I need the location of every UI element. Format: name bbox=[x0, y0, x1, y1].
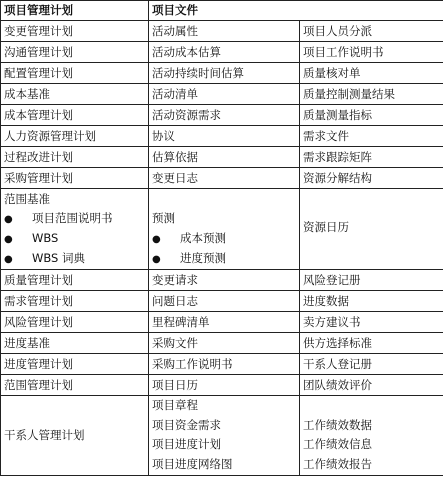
table-cell: 估算依据 bbox=[149, 147, 300, 168]
scope-baseline-title: 范围基准 bbox=[4, 191, 50, 206]
table-cell: 变更管理计划 bbox=[1, 21, 149, 42]
table-row bbox=[1, 42, 443, 63]
table-cell: 质量核对单 bbox=[300, 63, 443, 84]
table-cell: 质量测量指标 bbox=[300, 105, 443, 126]
table-cell: 项目工作说明书 bbox=[300, 42, 443, 63]
table-cell: 项目日历 bbox=[149, 375, 300, 396]
forecast-title: 预测 bbox=[152, 211, 175, 226]
table-cell: 成本基准 bbox=[1, 84, 149, 105]
table-cell: 需求管理计划 bbox=[1, 291, 149, 312]
table-row bbox=[1, 375, 443, 396]
table-cell: 活动清单 bbox=[149, 84, 300, 105]
table-cell: 供方选择标准 bbox=[300, 333, 443, 354]
forecast-cell bbox=[149, 189, 300, 270]
list-item: ● 进度预测 bbox=[152, 249, 296, 269]
table-cell: 采购管理计划 bbox=[1, 168, 149, 189]
header-project-management-plan: 项目管理计划 bbox=[1, 1, 149, 21]
table-cell: 干系人登记册 bbox=[300, 354, 443, 375]
table-cell: 配置管理计划 bbox=[1, 63, 149, 84]
stakeholder-plan-cell: 干系人管理计划 bbox=[1, 396, 149, 476]
table-row bbox=[1, 354, 443, 375]
table-cell: 质量管理计划 bbox=[1, 270, 149, 291]
bullet-icon: ● bbox=[4, 214, 13, 226]
table-row bbox=[1, 63, 443, 84]
table-cell: 进度数据 bbox=[300, 291, 443, 312]
header-project-documents: 项目文件 bbox=[149, 1, 443, 21]
table-cell: 沟通管理计划 bbox=[1, 42, 149, 63]
bullet-icon: ● bbox=[4, 253, 13, 265]
resource-calendar-text: 资源日历 bbox=[303, 220, 349, 234]
table-cell: 项目人员分派 bbox=[300, 21, 443, 42]
bullet-icon: ● bbox=[4, 234, 13, 245]
table-cell: 人力资源管理计划 bbox=[1, 126, 149, 147]
scope-baseline-cell bbox=[1, 189, 149, 270]
table-row bbox=[1, 21, 443, 42]
table-cell: 问题日志 bbox=[149, 291, 300, 312]
list-item: 工作绩效报告 bbox=[303, 457, 372, 472]
table-cell: 范围管理计划 bbox=[1, 375, 149, 396]
list-item: 工作绩效信息 bbox=[303, 437, 372, 452]
table-row bbox=[1, 126, 443, 147]
charter-cell bbox=[149, 396, 300, 476]
list-item: ● 项目范围说明书 bbox=[4, 209, 145, 229]
table-row bbox=[1, 291, 443, 312]
resource-calendar-cell bbox=[300, 189, 443, 270]
work-performance-cell bbox=[300, 396, 443, 476]
table-cell: 变更请求 bbox=[149, 270, 300, 291]
bullet-icon: ● bbox=[152, 253, 161, 265]
table-cell: 团队绩效评价 bbox=[300, 375, 443, 396]
table-row bbox=[1, 333, 443, 354]
table-cell: 协议 bbox=[149, 126, 300, 147]
list-item: 工作绩效数据 bbox=[303, 417, 372, 432]
table-cell: 活动资源需求 bbox=[149, 105, 300, 126]
table-cell: 需求文件 bbox=[300, 126, 443, 147]
table-cell: 采购文件 bbox=[149, 333, 300, 354]
stakeholder-row bbox=[1, 396, 443, 476]
table-cell: 风险登记册 bbox=[300, 270, 443, 291]
table-cell: 风险管理计划 bbox=[1, 312, 149, 333]
list-item: 项目进度计划 bbox=[152, 437, 221, 452]
list-item: 项目资金需求 bbox=[152, 417, 221, 432]
table-row bbox=[1, 105, 443, 126]
table-cell: 活动持续时间估算 bbox=[149, 63, 300, 84]
table-row bbox=[1, 168, 443, 189]
table-cell: 需求跟踪矩阵 bbox=[300, 147, 443, 168]
table-cell: 里程碑清单 bbox=[149, 312, 300, 333]
table-cell: 资源分解结构 bbox=[300, 168, 443, 189]
table-cell: 活动成本估算 bbox=[149, 42, 300, 63]
table-row bbox=[1, 270, 443, 291]
table-cell: 质量控制测量结果 bbox=[300, 84, 443, 105]
list-item: 项目进度网络图 bbox=[152, 457, 233, 472]
table-cell: 变更日志 bbox=[149, 168, 300, 189]
scope-baseline-row bbox=[1, 189, 443, 270]
bullet-icon: ● bbox=[152, 234, 161, 245]
table-cell: 成本管理计划 bbox=[1, 105, 149, 126]
table-cell: 卖方建议书 bbox=[300, 312, 443, 333]
table-row bbox=[1, 84, 443, 105]
table-row bbox=[1, 312, 443, 333]
table-row bbox=[1, 147, 443, 168]
header-row bbox=[1, 1, 443, 21]
list-item: ● 成本预测 bbox=[152, 229, 296, 249]
list-item: 项目章程 bbox=[152, 398, 198, 412]
table-cell: 进度管理计划 bbox=[1, 354, 149, 375]
list-item: ● WBS 词典 bbox=[4, 249, 145, 269]
table-cell: 活动属性 bbox=[149, 21, 300, 42]
table-cell: 过程改进计划 bbox=[1, 147, 149, 168]
table-cell: 采购工作说明书 bbox=[149, 354, 300, 375]
list-item: ● WBS bbox=[4, 229, 145, 249]
table-cell: 进度基准 bbox=[1, 333, 149, 354]
